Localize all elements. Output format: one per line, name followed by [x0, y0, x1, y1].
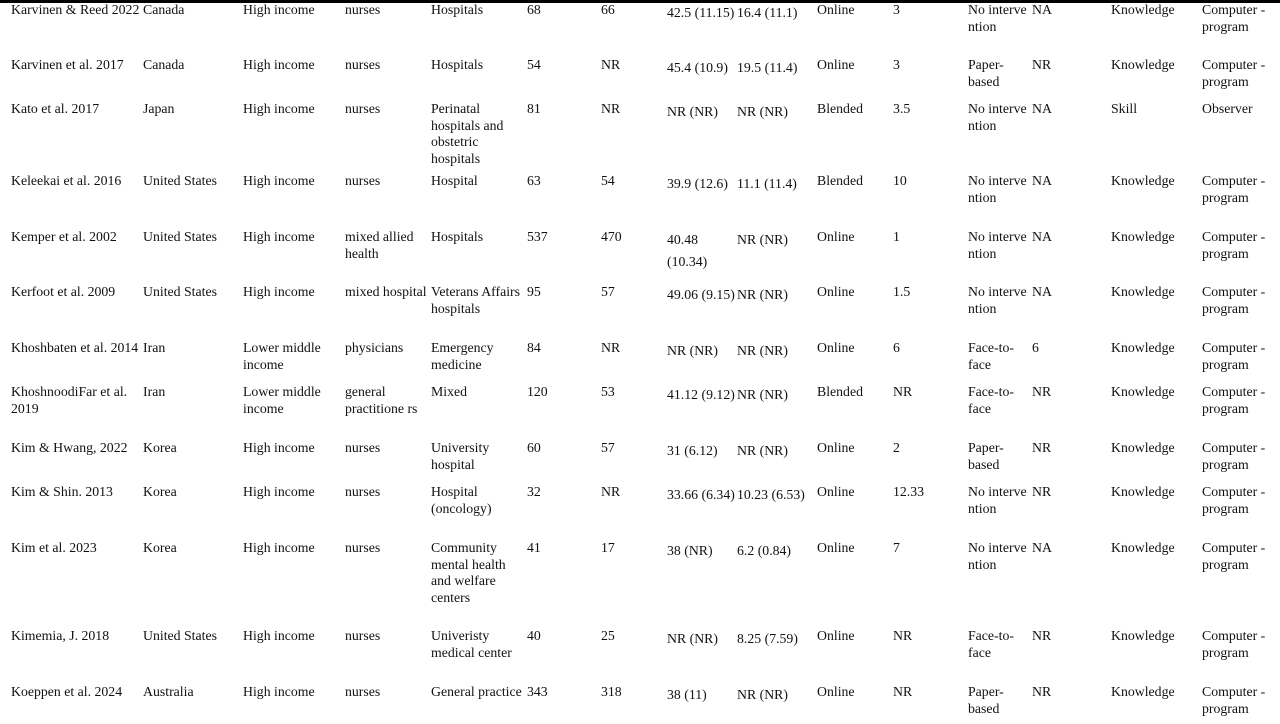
outcome-cell: Knowledge [1111, 540, 1175, 555]
setting-cell: Veterans Affairs hospitals [431, 284, 521, 316]
comparator-cell: No interve ntion [968, 229, 1027, 261]
delivery-cell: Online [817, 229, 855, 244]
table-body [0, 1, 1280, 724]
population-cell: nurses [345, 628, 381, 643]
n-start-cell: 81 [527, 101, 541, 116]
delivery-cell: Online [817, 484, 855, 499]
n-start-cell: 54 [527, 57, 541, 72]
outcome-cell: Knowledge [1111, 173, 1175, 188]
comparator-duration-cell: NR [1032, 484, 1052, 499]
n-end-cell: 57 [601, 284, 615, 299]
study-cell: Kemper et al. 2002 [11, 229, 117, 244]
table-row [0, 627, 1280, 683]
table-row [0, 1, 1280, 56]
setting-cell: General practice [431, 684, 522, 699]
income-cell: High income [243, 173, 315, 188]
n-end-cell: 25 [601, 628, 615, 643]
duration-cell: 1 [893, 229, 900, 244]
delivery-cell: Online [817, 2, 855, 17]
study-cell: Khoshbaten et al. 2014 [11, 340, 139, 355]
assessment-cell: Computer -program [1202, 340, 1266, 372]
outcome-cell: Knowledge [1111, 484, 1175, 499]
experience-cell: NR (NR) [737, 443, 788, 458]
comparator-duration-cell: NR [1032, 684, 1052, 699]
n-start-cell: 84 [527, 340, 541, 355]
income-cell: High income [243, 684, 315, 699]
outcome-cell: Knowledge [1111, 684, 1175, 699]
table-row [0, 483, 1280, 539]
comparator-cell: Paper-based [968, 57, 1004, 89]
age-cell: NR (NR) [667, 631, 718, 646]
n-start-cell: 60 [527, 440, 541, 455]
age-cell: 38 (NR) [667, 543, 713, 558]
age-cell: 45.4 (10.9) [667, 60, 728, 75]
outcome-cell: Knowledge [1111, 440, 1175, 455]
comparator-cell: Paper-based [968, 440, 1004, 472]
n-end-cell: 53 [601, 384, 615, 399]
country-cell: United States [143, 628, 217, 643]
country-cell: Canada [143, 57, 185, 72]
assessment-cell: Computer -program [1202, 484, 1266, 516]
assessment-cell: Computer -program [1202, 440, 1266, 472]
outcome-cell: Knowledge [1111, 628, 1175, 643]
population-cell: mixed allied health [345, 229, 414, 261]
population-cell: nurses [345, 173, 381, 188]
n-end-cell: 318 [601, 684, 622, 699]
experience-cell: 6.2 (0.84) [737, 543, 792, 558]
experience-cell: NR (NR) [737, 287, 788, 302]
setting-cell: Univeristy medical center [431, 628, 512, 660]
comparator-duration-cell: NA [1032, 2, 1052, 17]
age-cell: 49.06 (9.15) [667, 287, 735, 302]
duration-cell: 10 [893, 173, 907, 188]
setting-cell: University hospital [431, 440, 490, 472]
outcome-cell: Knowledge [1111, 384, 1175, 399]
experience-cell: 10.23 (6.53) [737, 487, 805, 502]
setting-cell: Perinatal hospitals and obstetric hospitals [431, 101, 504, 166]
duration-cell: NR [893, 628, 913, 643]
n-start-cell: 63 [527, 173, 541, 188]
age-cell: 42.5 (11.15) [667, 5, 735, 20]
delivery-cell: Online [817, 284, 855, 299]
population-cell: nurses [345, 540, 381, 555]
table-row [0, 100, 1280, 172]
duration-cell: 2 [893, 440, 900, 455]
study-cell: Keleekai et al. 2016 [11, 173, 122, 188]
experience-cell: NR (NR) [737, 387, 788, 402]
study-cell: Kim & Hwang, 2022 [11, 440, 128, 455]
income-cell: High income [243, 540, 315, 555]
comparator-duration-cell: 6 [1032, 340, 1039, 355]
n-end-cell: 17 [601, 540, 615, 555]
n-start-cell: 537 [527, 229, 548, 244]
n-end-cell: 66 [601, 2, 615, 17]
income-cell: Lower middle income [243, 340, 321, 372]
experience-cell: 11.1 (11.4) [737, 176, 797, 191]
n-start-cell: 120 [527, 384, 548, 399]
study-cell: Kim et al. 2023 [11, 540, 97, 555]
delivery-cell: Online [817, 57, 855, 72]
table-row [0, 56, 1280, 100]
setting-cell: Mixed [431, 384, 468, 399]
table-row [0, 383, 1280, 439]
assessment-cell: Computer -program [1202, 284, 1266, 316]
setting-cell: Hospitals [431, 57, 484, 72]
comparator-duration-cell: NR [1032, 628, 1052, 643]
comparator-cell: No interve ntion [968, 2, 1027, 34]
delivery-cell: Online [817, 440, 855, 455]
assessment-cell: Computer -program [1202, 57, 1266, 89]
assessment-cell: Computer -program [1202, 384, 1266, 416]
country-cell: Australia [143, 684, 194, 699]
n-start-cell: 343 [527, 684, 548, 699]
studies-table [0, 1, 1280, 724]
country-cell: Korea [143, 440, 177, 455]
n-start-cell: 68 [527, 2, 541, 17]
n-end-cell: NR [601, 101, 621, 116]
duration-cell: 7 [893, 540, 900, 555]
population-cell: physicians [345, 340, 404, 355]
income-cell: High income [243, 484, 315, 499]
comparator-duration-cell: NA [1032, 229, 1052, 244]
table-row [0, 283, 1280, 339]
outcome-cell: Knowledge [1111, 340, 1175, 355]
outcome-cell: Knowledge [1111, 57, 1175, 72]
table-row [0, 339, 1280, 383]
assessment-cell: Observer [1202, 101, 1253, 116]
study-cell: Kim & Shin. 2013 [11, 484, 113, 499]
country-cell: United States [143, 229, 217, 244]
comparator-cell: Face-to-face [968, 628, 1014, 660]
comparator-cell: No interve ntion [968, 484, 1027, 516]
country-cell: Korea [143, 540, 177, 555]
table-row [0, 439, 1280, 483]
outcome-cell: Skill [1111, 101, 1138, 116]
comparator-duration-cell: NA [1032, 101, 1052, 116]
duration-cell: 3 [893, 2, 900, 17]
study-cell: Kerfoot et al. 2009 [11, 284, 116, 299]
study-cell: Koeppen et al. 2024 [11, 684, 123, 699]
income-cell: High income [243, 229, 315, 244]
delivery-cell: Blended [817, 384, 863, 399]
assessment-cell: Computer -program [1202, 540, 1266, 572]
comparator-cell: Face-to-face [968, 384, 1014, 416]
population-cell: nurses [345, 2, 381, 17]
duration-cell: NR [893, 384, 913, 399]
outcome-cell: Knowledge [1111, 229, 1175, 244]
study-cell: Kimemia, J. 2018 [11, 628, 110, 643]
age-cell: 38 (11) [667, 687, 707, 702]
comparator-cell: No interve ntion [968, 284, 1027, 316]
experience-cell: NR (NR) [737, 104, 788, 119]
country-cell: Iran [143, 384, 166, 399]
experience-cell: NR (NR) [737, 232, 788, 247]
delivery-cell: Online [817, 684, 855, 699]
n-end-cell: 57 [601, 440, 615, 455]
n-start-cell: 95 [527, 284, 541, 299]
income-cell: High income [243, 2, 315, 17]
age-cell: NR (NR) [667, 343, 718, 358]
outcome-cell: Knowledge [1111, 284, 1175, 299]
study-cell: Karvinen et al. 2017 [11, 57, 124, 72]
comparator-duration-cell: NR [1032, 384, 1052, 399]
income-cell: High income [243, 101, 315, 116]
setting-cell: Emergency medicine [431, 340, 494, 372]
n-end-cell: 54 [601, 173, 615, 188]
table-row [0, 172, 1280, 228]
age-cell: 31 (6.12) [667, 443, 718, 458]
setting-cell: Hospital (oncology) [431, 484, 492, 516]
duration-cell: 12.33 [893, 484, 925, 499]
setting-cell: Community mental health and welfare centers [431, 540, 506, 605]
study-cell: KhoshnoodiFar et al. 2019 [11, 384, 128, 416]
duration-cell: NR [893, 684, 913, 699]
income-cell: High income [243, 628, 315, 643]
duration-cell: 6 [893, 340, 900, 355]
setting-cell: Hospitals [431, 229, 484, 244]
comparator-duration-cell: NR [1032, 57, 1052, 72]
age-cell: 40.48 (10.34) [667, 232, 708, 269]
table-row [0, 683, 1280, 724]
delivery-cell: Blended [817, 173, 863, 188]
n-end-cell: 470 [601, 229, 622, 244]
comparator-duration-cell: NA [1032, 284, 1052, 299]
comparator-cell: No interve ntion [968, 173, 1027, 205]
comparator-cell: No interve ntion [968, 101, 1027, 133]
duration-cell: 3.5 [893, 101, 911, 116]
duration-cell: 3 [893, 57, 900, 72]
population-cell: mixed hospital [345, 284, 427, 299]
comparator-duration-cell: NA [1032, 173, 1052, 188]
country-cell: Japan [143, 101, 175, 116]
experience-cell: 16.4 (11.1) [737, 5, 798, 20]
population-cell: nurses [345, 484, 381, 499]
experience-cell: NR (NR) [737, 343, 788, 358]
assessment-cell: Computer -program [1202, 2, 1266, 34]
population-cell: nurses [345, 684, 381, 699]
delivery-cell: Online [817, 628, 855, 643]
assessment-cell: Computer -program [1202, 173, 1266, 205]
study-cell: Karvinen & Reed 2022 [11, 2, 140, 17]
country-cell: United States [143, 173, 217, 188]
income-cell: Lower middle income [243, 384, 321, 416]
age-cell: 41.12 (9.12) [667, 387, 735, 402]
n-start-cell: 32 [527, 484, 541, 499]
population-cell: nurses [345, 57, 381, 72]
experience-cell: 8.25 (7.59) [737, 631, 798, 646]
country-cell: Korea [143, 484, 177, 499]
n-end-cell: NR [601, 484, 621, 499]
comparator-cell: Paper-based [968, 684, 1004, 716]
delivery-cell: Online [817, 340, 855, 355]
assessment-cell: Computer -program [1202, 684, 1266, 716]
experience-cell: NR (NR) [737, 687, 788, 702]
n-start-cell: 41 [527, 540, 541, 555]
table-row [0, 228, 1280, 283]
study-cell: Kato et al. 2017 [11, 101, 100, 116]
delivery-cell: Blended [817, 101, 863, 116]
assessment-cell: Computer -program [1202, 229, 1266, 261]
experience-cell: 19.5 (11.4) [737, 60, 798, 75]
assessment-cell: Computer -program [1202, 628, 1266, 660]
population-cell: nurses [345, 101, 381, 116]
setting-cell: Hospital [431, 173, 478, 188]
comparator-cell: No interve ntion [968, 540, 1027, 572]
setting-cell: Hospitals [431, 2, 484, 17]
comparator-duration-cell: NA [1032, 540, 1052, 555]
table-row [0, 539, 1280, 627]
comparator-cell: Face-to-face [968, 340, 1014, 372]
delivery-cell: Online [817, 540, 855, 555]
population-cell: general practitione rs [345, 384, 418, 416]
duration-cell: 1.5 [893, 284, 911, 299]
age-cell: 39.9 (12.6) [667, 176, 728, 191]
comparator-duration-cell: NR [1032, 440, 1052, 455]
age-cell: 33.66 (6.34) [667, 487, 735, 502]
n-end-cell: NR [601, 340, 621, 355]
n-start-cell: 40 [527, 628, 541, 643]
country-cell: United States [143, 284, 217, 299]
n-end-cell: NR [601, 57, 621, 72]
outcome-cell: Knowledge [1111, 2, 1175, 17]
population-cell: nurses [345, 440, 381, 455]
income-cell: High income [243, 440, 315, 455]
income-cell: High income [243, 57, 315, 72]
country-cell: Canada [143, 2, 185, 17]
age-cell: NR (NR) [667, 104, 718, 119]
country-cell: Iran [143, 340, 166, 355]
income-cell: High income [243, 284, 315, 299]
